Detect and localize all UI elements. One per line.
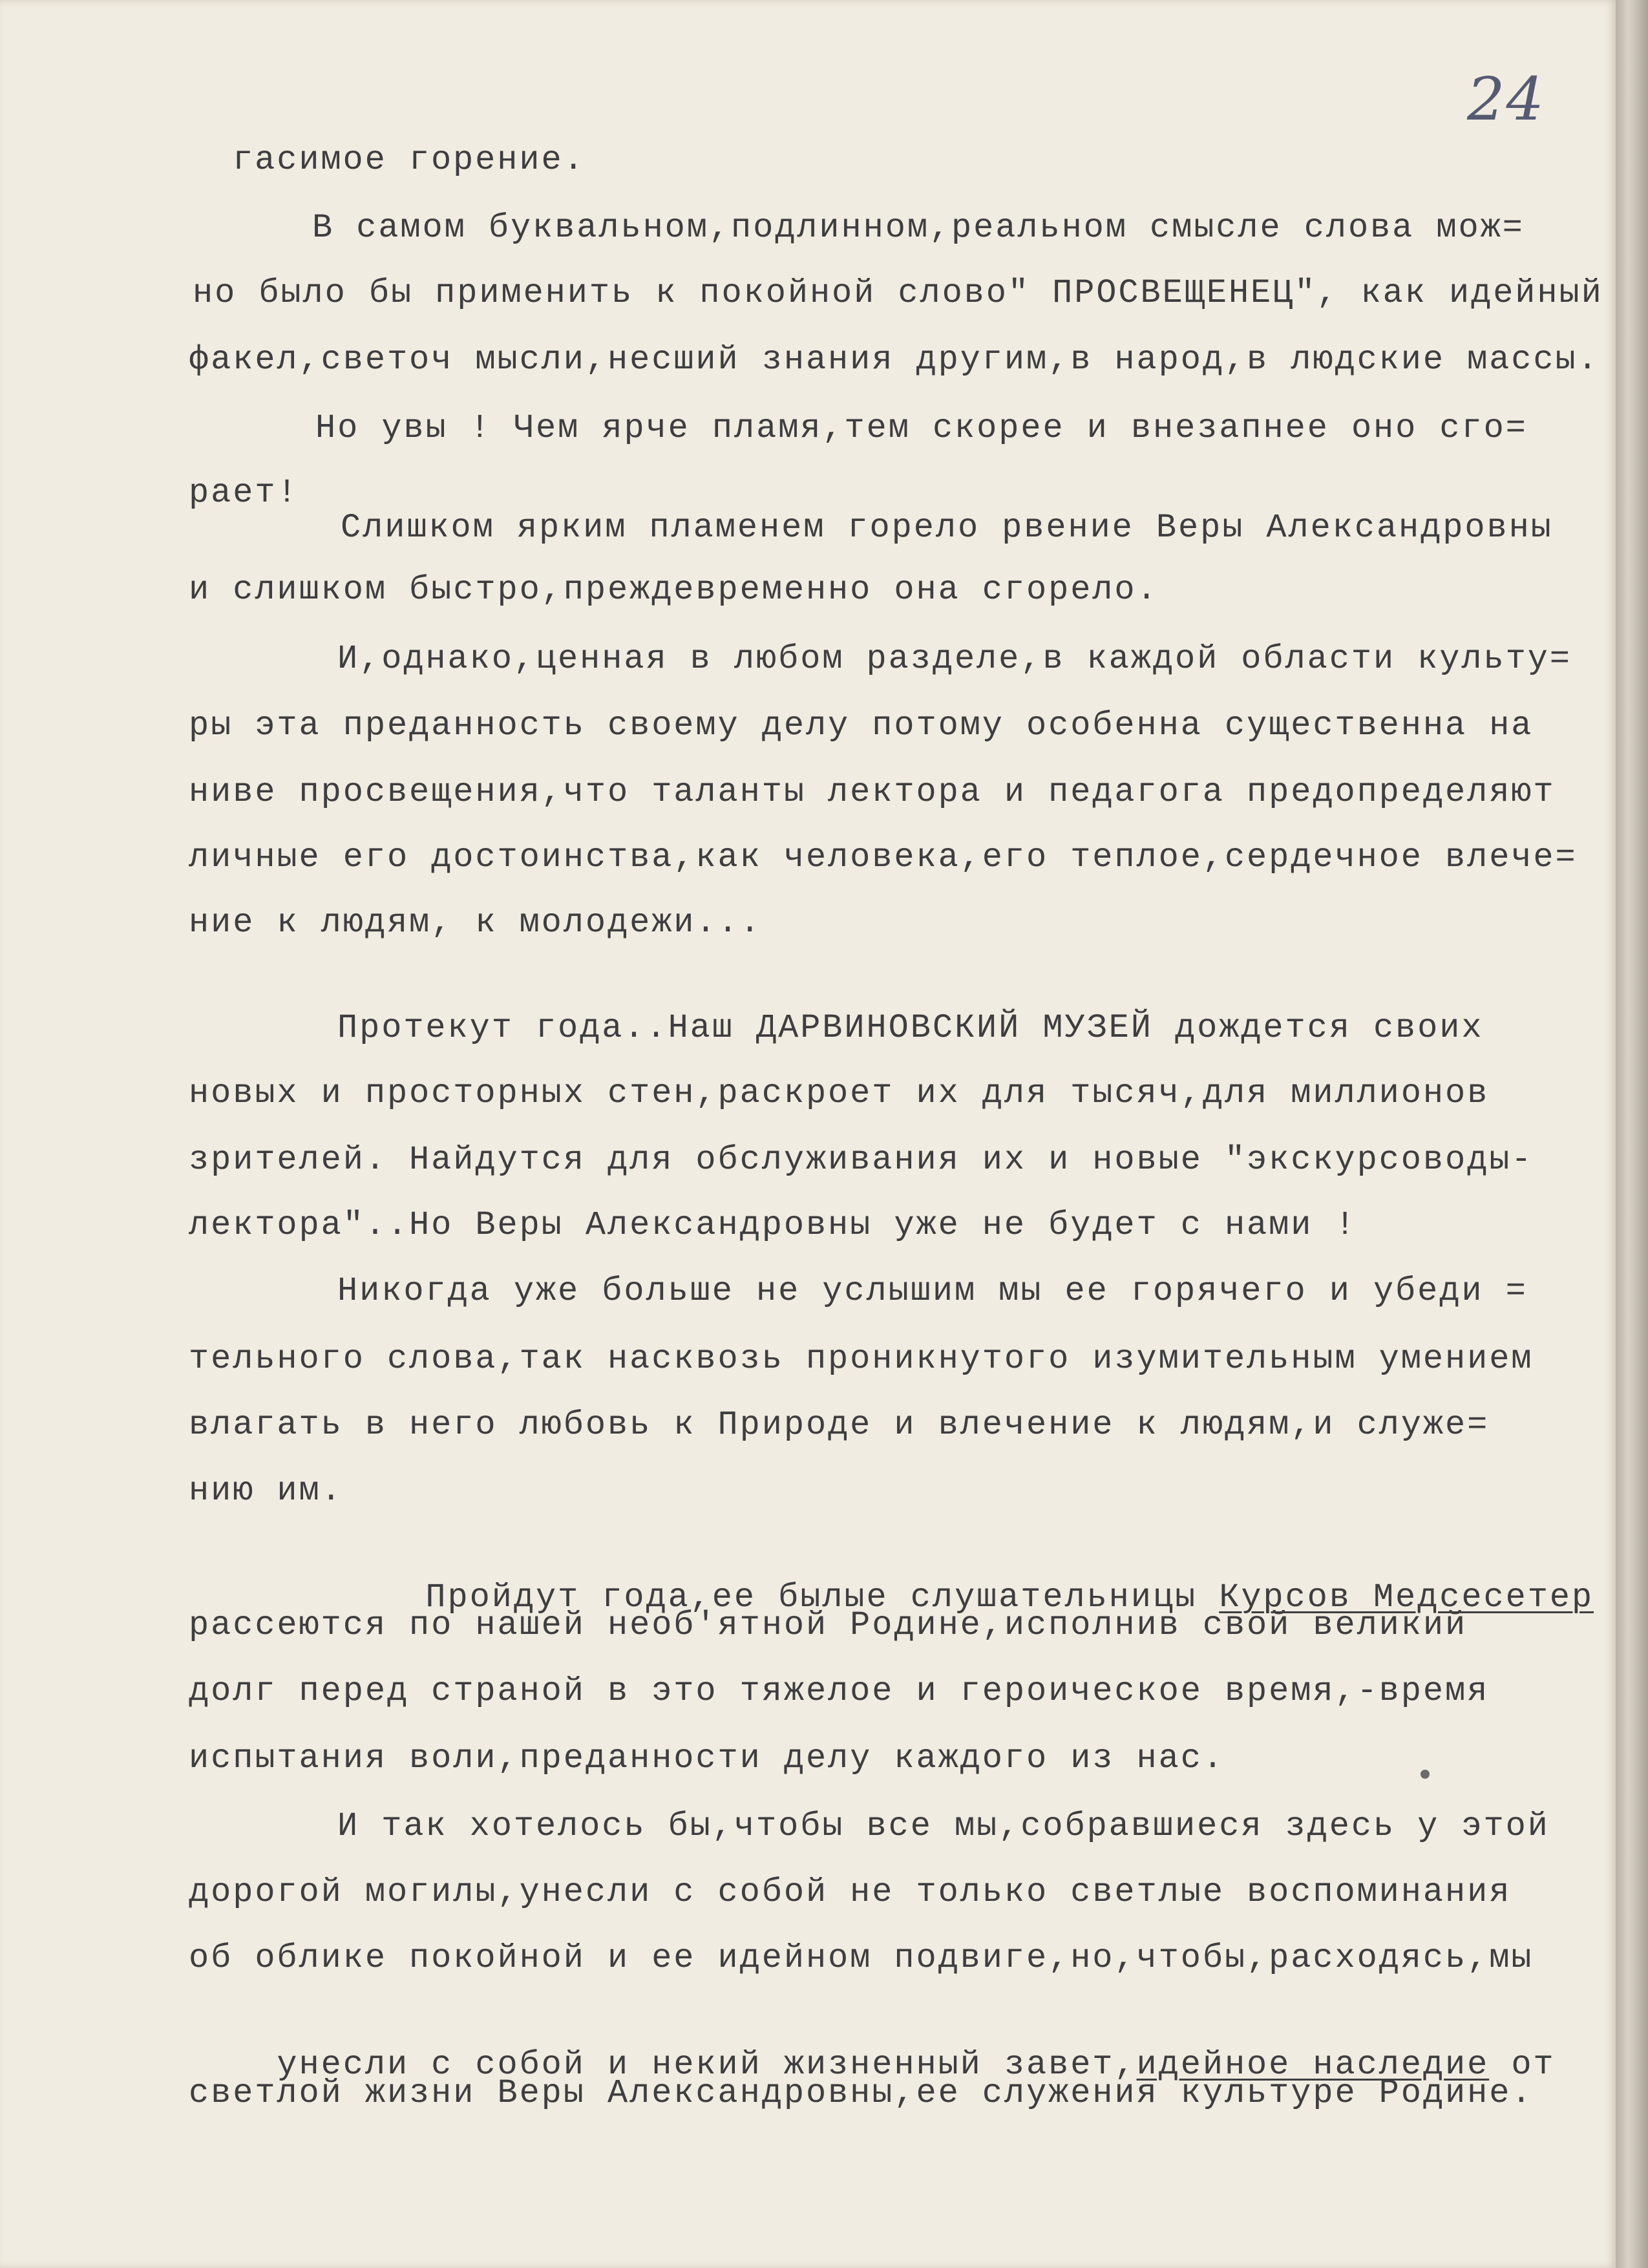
text-line: И так хотелось бы,чтобы все мы,собравшиеся здесь у этой: [337, 1807, 1550, 1845]
text-line: влагать в него любовь к Природе и влечение к людям,и служе=: [189, 1406, 1490, 1444]
text-line: Но увы ! Чем ярче пламя,тем скорее и внезапнее оно сго=: [315, 409, 1528, 447]
text-line: испытания воли,преданности делу каждого из нас.: [189, 1739, 1225, 1777]
text-line: ние к людям, к молодежи...: [189, 904, 762, 942]
text-line: лектора"..Но Веры Александровны уже не будет с нами !: [189, 1206, 1357, 1244]
text-line: долг перед страной в это тяжелое и героическое время,-время: [189, 1672, 1490, 1710]
text-line: но было бы применить к покойной слово" ПРОСВЕЩЕНЕЦ", как идейный: [193, 274, 1603, 312]
text-line: рассеются по нашей необ'ятной Родине,исполнив свой великий: [189, 1606, 1468, 1644]
text-line: Протекут года..Наш ДАРВИНОВСКИЙ МУЗЕЙ дождется своих: [337, 1009, 1484, 1047]
text-line: тельного слова,так насквозь проникнутого изумительным умением: [189, 1340, 1534, 1378]
text-line: и слишком быстро,преждевременно она сгорело.: [189, 571, 1159, 609]
text-line: нию им.: [189, 1472, 343, 1510]
text-line: Никогда уже больше не услышим мы ее горячего и убеди =: [337, 1272, 1528, 1310]
page-edge: [1616, 0, 1648, 2268]
text-span: от: [1489, 2046, 1556, 2084]
text-line: И,однако,ценная в любом разделе,в каждой области культу=: [337, 640, 1572, 678]
underlined-phrase: идейное наследие: [1136, 2046, 1490, 2084]
text-line: В самом буквальном,подлинном,реальном смысле слова мож=: [312, 209, 1525, 247]
text-line: новых и просторных стен,раскроет их для тысяч,для миллионов: [189, 1074, 1490, 1112]
text-line: ниве просвещения,что таланты лектора и педагога предопределяют: [189, 773, 1556, 811]
underlined-phrase: Курсов Медсесетер: [1219, 1578, 1594, 1616]
sheet-number: 24: [1467, 65, 1546, 134]
text-line: личные его достоинства,как человека,его теплое,сердечное влече=: [189, 838, 1578, 876]
text-line: Слишком ярким пламенем горело рвение Веры Александровны: [341, 509, 1553, 547]
text-line: об облике покойной и ее идейном подвиге,но,чтобы,расходясь,мы: [189, 1939, 1534, 1977]
text-line: гасимое горение.: [233, 141, 586, 179]
text-line: рает!: [189, 474, 299, 512]
text-line: зрителей. Найдутся для обслуживания их и новые "экскурсоводы-: [189, 1141, 1534, 1179]
text-span: Пройдут года,ее былые слушательницы: [425, 1578, 1220, 1616]
text-line: ры эта преданность своему делу потому особенна существенна на: [189, 706, 1534, 745]
text-line: факел,светоч мысли,несший знания другим,в народ,в людские массы.: [189, 341, 1600, 379]
text-span: унесли с собой и некий жизненный завет,: [277, 2046, 1137, 2084]
text-line: светлой жизни Веры Александровны,ее служения культуре Родине.: [189, 2074, 1534, 2112]
text-line: дорогой могилы,унесли с собой не только светлые воспоминания: [189, 1873, 1512, 1911]
ink-dot: [1421, 1770, 1430, 1779]
